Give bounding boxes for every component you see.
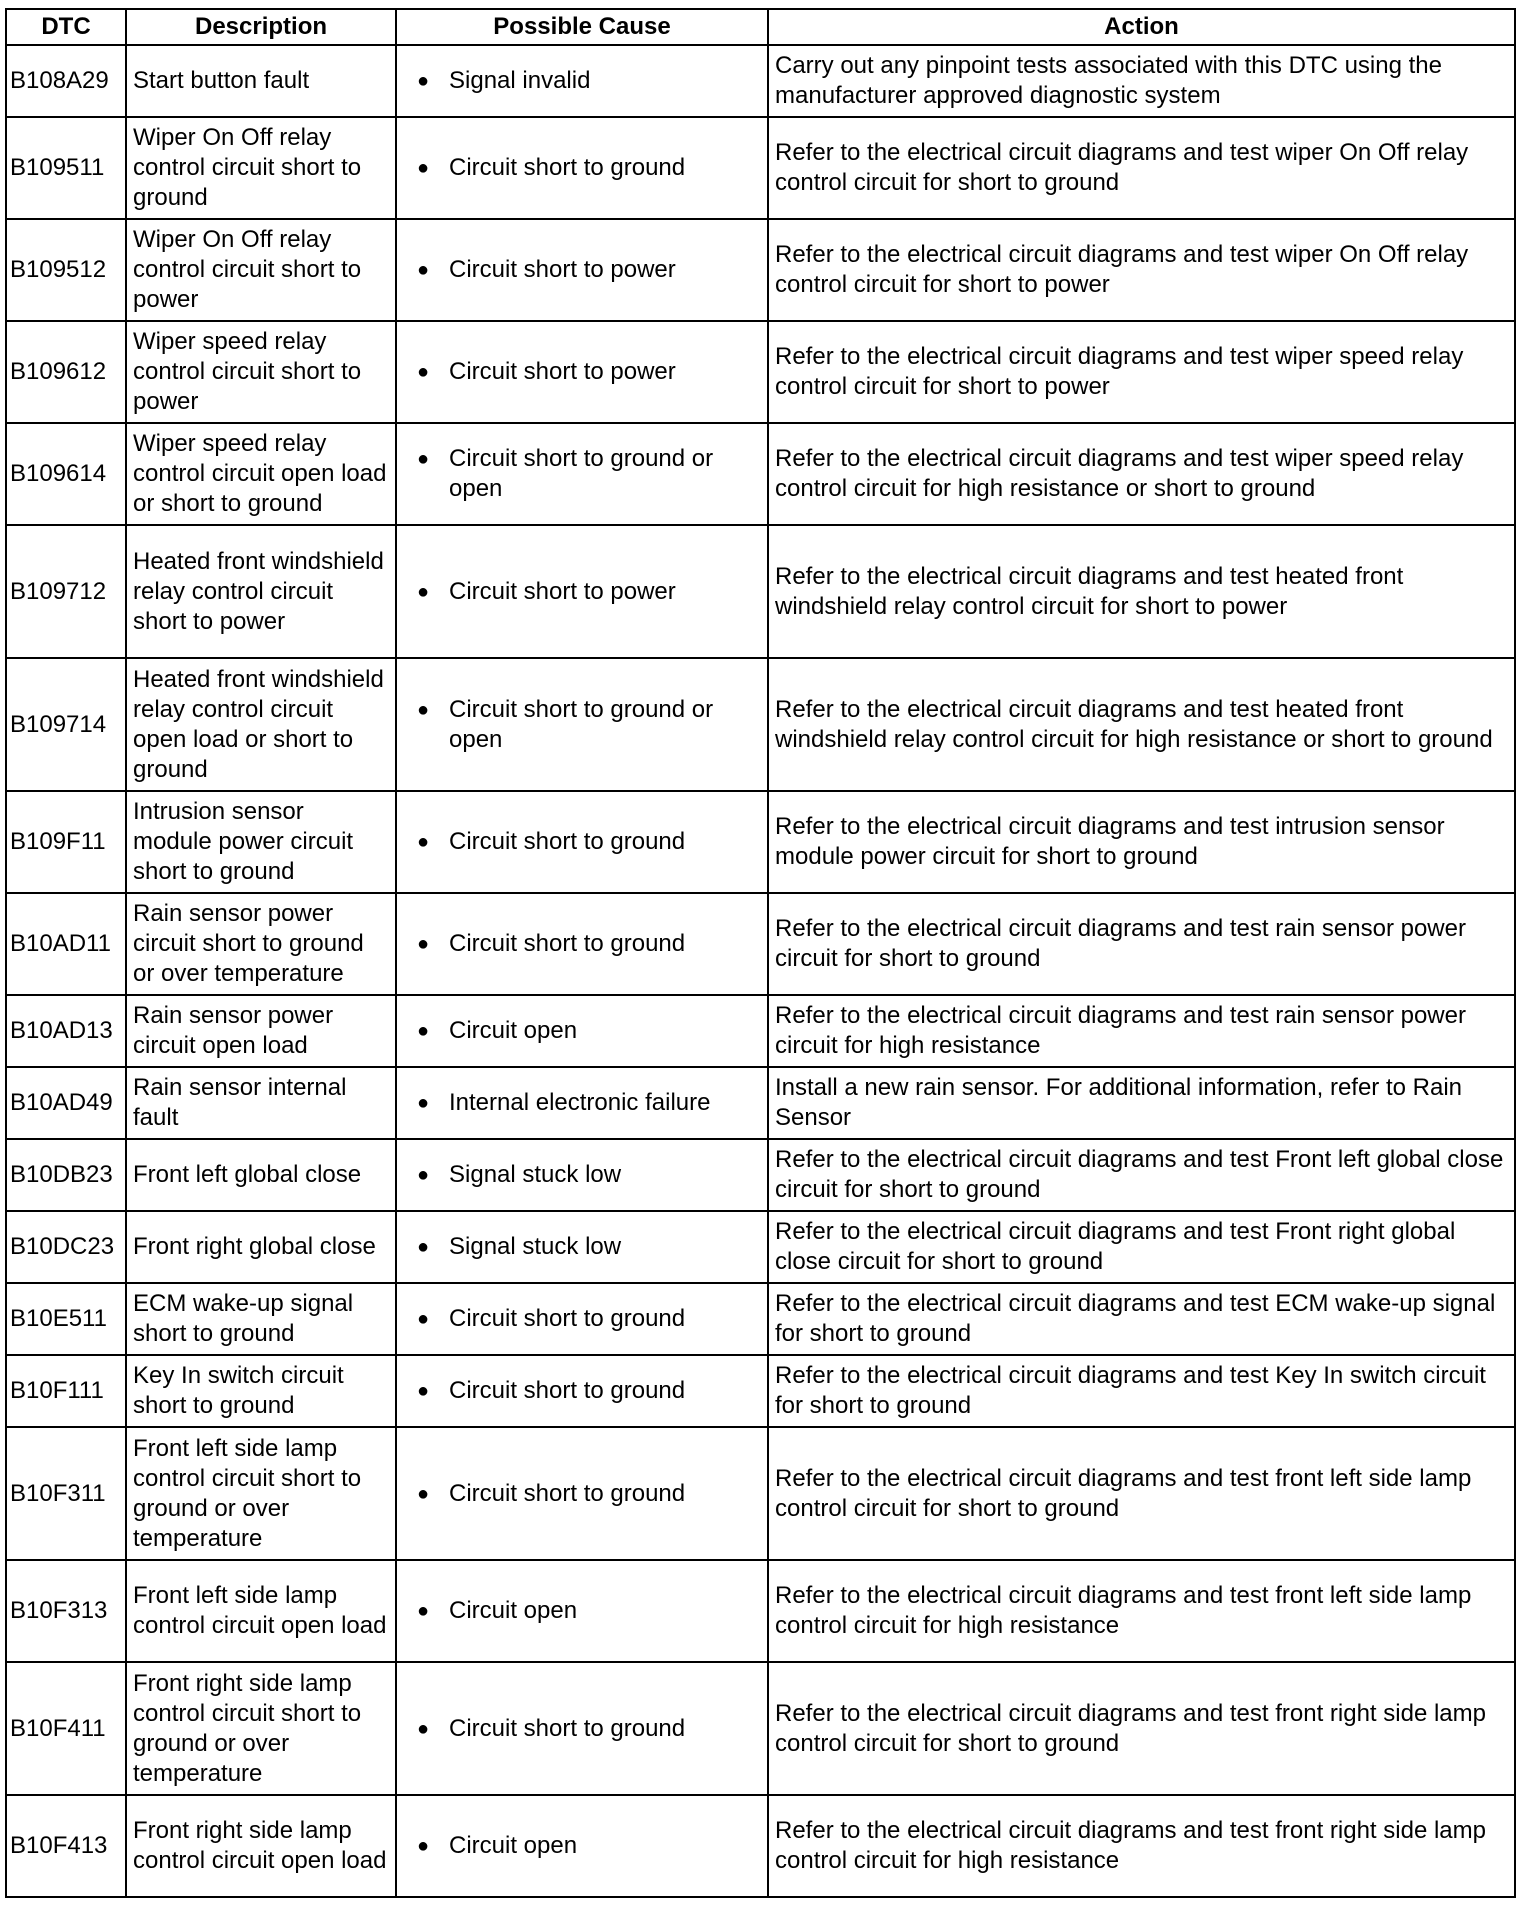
- description-cell: Heated front windshield relay control circuit open load or short to ground: [126, 658, 396, 791]
- table-header: [6, 9, 1515, 45]
- cause-text: Circuit short to power: [449, 358, 676, 385]
- possible-cause-cell: [396, 1067, 768, 1139]
- cause-item: [417, 695, 761, 755]
- cause-text: Circuit short to ground: [449, 1479, 686, 1507]
- dtc-code-cell: B10DB23: [6, 1139, 126, 1211]
- description-cell: Rain sensor internal fault: [126, 1067, 396, 1139]
- action-cell: Refer to the electrical circuit diagrams and test Front left global close circuit for short to ground: [768, 1139, 1515, 1211]
- table-row: [6, 791, 1515, 893]
- dtc-code-cell: B109712: [6, 525, 126, 658]
- cause-item: [417, 1376, 761, 1406]
- bullet-icon: ●: [417, 831, 430, 853]
- description-cell: Front left global close: [126, 1139, 396, 1211]
- table-row: [6, 1795, 1515, 1897]
- action-cell: Refer to the electrical circuit diagrams and test heated front windshield relay control circuit for short to power: [768, 525, 1515, 658]
- table-row: [6, 995, 1515, 1067]
- cause-item: [417, 1714, 761, 1744]
- cause-text: Internal electronic failure: [449, 1089, 711, 1116]
- cause-text: Circuit short to power: [449, 577, 676, 605]
- possible-cause-cell: [396, 1560, 768, 1662]
- table-row: [6, 893, 1515, 995]
- bullet-icon: ●: [417, 1835, 430, 1857]
- description-cell: Wiper speed relay control circuit short to power: [126, 321, 396, 423]
- table-row: [6, 658, 1515, 791]
- dtc-code-cell: B109612: [6, 321, 126, 423]
- description-cell: Key In switch circuit short to ground: [126, 1355, 396, 1427]
- table-row: [6, 1560, 1515, 1662]
- cause-item: [417, 1831, 761, 1861]
- dtc-code-cell: B10AD49: [6, 1067, 126, 1139]
- cause-item: [417, 1304, 761, 1334]
- possible-cause-cell: [396, 117, 768, 219]
- action-cell: Refer to the electrical circuit diagrams and test ECM wake-up signal for short to ground: [768, 1283, 1515, 1355]
- bullet-icon: ●: [417, 1717, 430, 1740]
- table-row: [6, 1067, 1515, 1139]
- cause-item: [417, 929, 761, 959]
- table-body: [6, 45, 1515, 1897]
- possible-cause-cell: [396, 1355, 768, 1427]
- description-cell: Front right side lamp control circuit short to ground or over temperature: [126, 1662, 396, 1795]
- description-cell: Wiper On Off relay control circuit short to power: [126, 219, 396, 321]
- table-row: [6, 1427, 1515, 1560]
- description-cell: Intrusion sensor module power circuit short to ground: [126, 791, 396, 893]
- table-row: [6, 219, 1515, 321]
- cause-text: Signal stuck low: [449, 1233, 622, 1260]
- action-cell: Refer to the electrical circuit diagrams and test Front right global close circuit for short to ground: [768, 1211, 1515, 1283]
- bullet-icon: ●: [417, 70, 430, 92]
- cause-text: Circuit open: [449, 1017, 578, 1044]
- cause-item: [417, 1479, 761, 1509]
- dtc-table: [5, 8, 1516, 1898]
- description-cell: Wiper On Off relay control circuit short to ground: [126, 117, 396, 219]
- action-cell: Refer to the electrical circuit diagrams and test wiper On Off relay control circuit for short to ground: [768, 117, 1515, 219]
- bullet-icon: ●: [417, 1380, 430, 1402]
- dtc-code-cell: B109512: [6, 219, 126, 321]
- action-cell: Refer to the electrical circuit diagrams and test rain sensor power circuit for short to ground: [768, 893, 1515, 995]
- dtc-code-cell: B10AD11: [6, 893, 126, 995]
- cause-item: [417, 255, 761, 285]
- possible-cause-cell: [396, 1211, 768, 1283]
- possible-cause-cell: [396, 1139, 768, 1211]
- description-cell: Front right side lamp control circuit open load: [126, 1795, 396, 1897]
- cause-item: [417, 66, 761, 96]
- header-action: Action: [768, 9, 1515, 45]
- cause-item: [417, 1088, 761, 1118]
- description-cell: Rain sensor power circuit open load: [126, 995, 396, 1067]
- table-row: [6, 117, 1515, 219]
- bullet-icon: ●: [417, 698, 430, 721]
- dtc-code-cell: B108A29: [6, 45, 126, 117]
- cause-text: Signal invalid: [449, 67, 591, 94]
- action-cell: Refer to the electrical circuit diagrams and test front right side lamp control circuit for high resistance: [768, 1795, 1515, 1897]
- cause-item: [417, 1160, 761, 1190]
- table-row: [6, 1211, 1515, 1283]
- dtc-code-cell: B109714: [6, 658, 126, 791]
- cause-text: Circuit short to ground: [449, 930, 686, 957]
- cause-item: [417, 153, 761, 183]
- action-cell: Refer to the electrical circuit diagrams and test front left side lamp control circuit for short to ground: [768, 1427, 1515, 1560]
- cause-text: Circuit short to ground: [449, 1377, 686, 1404]
- bullet-icon: ●: [417, 1600, 430, 1622]
- action-cell: Refer to the electrical circuit diagrams and test Key In switch circuit for short to ground: [768, 1355, 1515, 1427]
- header-possible-cause: Possible Cause: [396, 9, 768, 45]
- description-cell: Heated front windshield relay control circuit short to power: [126, 525, 396, 658]
- description-cell: Front right global close: [126, 1211, 396, 1283]
- possible-cause-cell: [396, 45, 768, 117]
- cause-text: Circuit short to ground: [449, 828, 686, 855]
- table-row: [6, 1139, 1515, 1211]
- table-row: [6, 1355, 1515, 1427]
- cause-text: Circuit short to ground or open: [449, 695, 714, 753]
- table-row: [6, 1662, 1515, 1795]
- possible-cause-cell: [396, 525, 768, 658]
- dtc-code-cell: B10DC23: [6, 1211, 126, 1283]
- action-cell: Install a new rain sensor. For additional information, refer to Rain Sensor: [768, 1067, 1515, 1139]
- cause-item: [417, 827, 761, 857]
- bullet-icon: ●: [417, 1164, 430, 1186]
- bullet-icon: ●: [417, 580, 430, 603]
- action-cell: Refer to the electrical circuit diagrams and test wiper On Off relay control circuit for short to power: [768, 219, 1515, 321]
- bullet-icon: ●: [417, 1236, 430, 1258]
- bullet-icon: ●: [417, 933, 430, 955]
- possible-cause-cell: [396, 1795, 768, 1897]
- possible-cause-cell: [396, 791, 768, 893]
- action-cell: Refer to the electrical circuit diagrams and test rain sensor power circuit for high resistance: [768, 995, 1515, 1067]
- bullet-icon: ●: [417, 448, 430, 470]
- header-dtc: DTC: [6, 9, 126, 45]
- cause-text: Circuit short to ground: [449, 1714, 686, 1742]
- table-row: [6, 525, 1515, 658]
- dtc-code-cell: B109511: [6, 117, 126, 219]
- possible-cause-cell: [396, 1283, 768, 1355]
- description-cell: Front left side lamp control circuit open load: [126, 1560, 396, 1662]
- possible-cause-cell: [396, 321, 768, 423]
- table-row: [6, 1283, 1515, 1355]
- possible-cause-cell: [396, 658, 768, 791]
- bullet-icon: ●: [417, 259, 430, 281]
- dtc-code-cell: B10AD13: [6, 995, 126, 1067]
- description-cell: Front left side lamp control circuit short to ground or over temperature: [126, 1427, 396, 1560]
- table-row: [6, 45, 1515, 117]
- dtc-code-cell: B109F11: [6, 791, 126, 893]
- bullet-icon: ●: [417, 361, 430, 383]
- action-cell: Carry out any pinpoint tests associated with this DTC using the manufacturer approved diagnostic system: [768, 45, 1515, 117]
- cause-text: Signal stuck low: [449, 1161, 622, 1188]
- header-description: Description: [126, 9, 396, 45]
- possible-cause-cell: [396, 219, 768, 321]
- cause-text: Circuit short to ground: [449, 1305, 686, 1332]
- bullet-icon: ●: [417, 157, 430, 179]
- table-row: [6, 423, 1515, 525]
- description-cell: Start button fault: [126, 45, 396, 117]
- cause-text: Circuit open: [449, 1597, 578, 1624]
- cause-item: [417, 1016, 761, 1046]
- dtc-code-cell: B109614: [6, 423, 126, 525]
- dtc-code-cell: B10E511: [6, 1283, 126, 1355]
- action-cell: Refer to the electrical circuit diagrams and test wiper speed relay control circuit for high resistance or short to ground: [768, 423, 1515, 525]
- cause-item: [417, 1596, 761, 1626]
- dtc-code-cell: B10F411: [6, 1662, 126, 1795]
- bullet-icon: ●: [417, 1092, 430, 1114]
- action-cell: Refer to the electrical circuit diagrams and test intrusion sensor module power circuit for short to ground: [768, 791, 1515, 893]
- cause-text: Circuit short to power: [449, 256, 676, 283]
- dtc-code-cell: B10F413: [6, 1795, 126, 1897]
- cause-text: Circuit short to ground: [449, 154, 686, 181]
- description-cell: ECM wake-up signal short to ground: [126, 1283, 396, 1355]
- bullet-icon: ●: [417, 1482, 430, 1505]
- dtc-code-cell: B10F311: [6, 1427, 126, 1560]
- dtc-code-cell: B10F111: [6, 1355, 126, 1427]
- table-row: [6, 321, 1515, 423]
- cause-text: Circuit open: [449, 1832, 578, 1859]
- action-cell: Refer to the electrical circuit diagrams and test front right side lamp control circuit for short to ground: [768, 1662, 1515, 1795]
- dtc-code-cell: B10F313: [6, 1560, 126, 1662]
- possible-cause-cell: [396, 423, 768, 525]
- cause-item: [417, 577, 761, 607]
- possible-cause-cell: [396, 995, 768, 1067]
- cause-item: [417, 1232, 761, 1262]
- action-cell: Refer to the electrical circuit diagrams and test wiper speed relay control circuit for short to power: [768, 321, 1515, 423]
- bullet-icon: ●: [417, 1020, 430, 1042]
- description-cell: Wiper speed relay control circuit open load or short to ground: [126, 423, 396, 525]
- bullet-icon: ●: [417, 1308, 430, 1330]
- action-cell: Refer to the electrical circuit diagrams and test heated front windshield relay control circuit for high resistance or short to ground: [768, 658, 1515, 791]
- cause-item: [417, 357, 761, 387]
- description-cell: Rain sensor power circuit short to ground or over temperature: [126, 893, 396, 995]
- header-row: [6, 9, 1515, 45]
- cause-text: Circuit short to ground or open: [449, 445, 714, 502]
- possible-cause-cell: [396, 1662, 768, 1795]
- action-cell: Refer to the electrical circuit diagrams and test front left side lamp control circuit for high resistance: [768, 1560, 1515, 1662]
- cause-item: [417, 444, 761, 504]
- possible-cause-cell: [396, 893, 768, 995]
- possible-cause-cell: [396, 1427, 768, 1560]
